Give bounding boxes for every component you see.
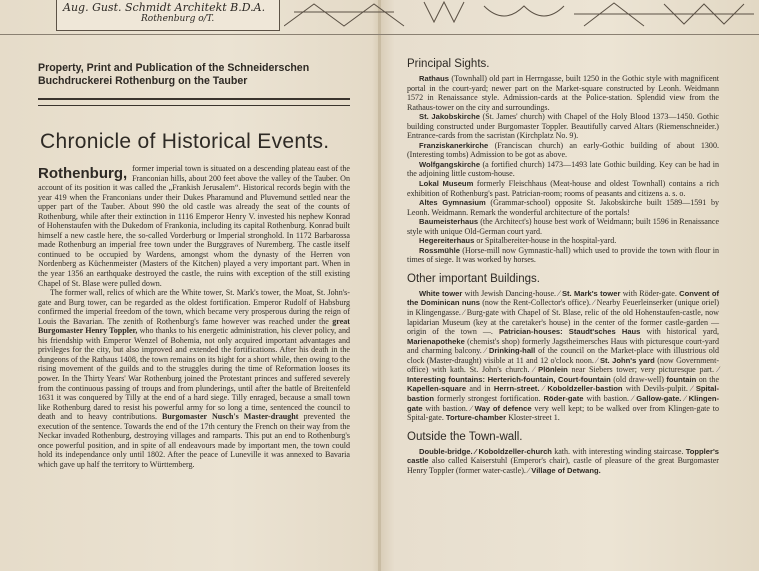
chronicle-column [38, 62, 350, 470]
sights-column [407, 58, 719, 475]
outside-text: also called Kaiserstuhl (Emperor's chair), castle of pleasure of the great Burgomaster Henry Toppler (former water-castle). ⁄ [407, 456, 719, 475]
sight-wolfgangskirche [407, 160, 719, 179]
building-name: Torture-chamber [445, 413, 507, 423]
chronicle-text-2a: The former wall, relics of which are the White tower, St. Mark's tower, the Moat, St. John's-gate and Burg tower, can be regarded as the oldest fortification. Emperor Rudolf of Habsburg confirmed the imperial freedom of the town, which became very prosperous during the reign of Louis the Bavarian. The zenith of Rothenburg's fame however was reached under the [38, 288, 350, 326]
chronicle-paragraph-1 [38, 164, 350, 288]
ornament-drawing [284, 0, 754, 28]
sight-name: Lokal Museum [419, 179, 474, 189]
building-text: (old draw-well) [613, 374, 664, 384]
building-text: with Devils-pulpit. ⁄ [625, 384, 693, 394]
sight-text: (the Architect's) house best work of Weidmann; built 1596 in Renaissance style with unique Old-German court yard. [407, 217, 720, 236]
chronicle-text-2e: prevented the execution of the sentence. Towards the end of the 17th century the French on their way from the Neckar invaded Rothenburg, destroying villages and ramparts. This put an end to Rothenburg's once powerful position, and in spite of all endeavours made by important men, the town could hold its independance only until 1802. After the peace of Luneville it was annexed to Bavaria which gave up half the territory to Württemberg. [38, 412, 351, 469]
building-name: Plönlein [538, 365, 568, 375]
sight-name: Baumeisterhaus [419, 217, 479, 227]
building-text: (chemist's shop) formerly Jagstheimersches Haus with picturesque court-yard and charming balcony. ⁄ [407, 336, 720, 356]
building-text: formerly strongest fortification. [436, 393, 541, 403]
building-name: St. John's yard [599, 355, 655, 365]
outside-name: Toppler's castle [407, 446, 719, 466]
building-text: of the council on the Market-place with illustrious old clock (Master-draught) visible at 11 and 12 o'clock noon. ⁄ [407, 346, 719, 365]
sight-text: (Franciscan church) an early-Gothic building of about 1300. (Interesting tombs) Admission to be got as above. [407, 140, 719, 160]
sight-name: Hegereiterhaus [419, 236, 475, 246]
sight-franziskanerkirche [407, 141, 719, 160]
sight-text: (Townhall) old part in Herrngasse, built 1250 in the Gothic style with magnificent portal in the court-yard; newer part on the Market-square constructed by Leonh. Weidmann 1572 in Renaissance style. Admission-cards at the Police-station. Splendid view from the Rathaus-tower on the city and surroundings. [407, 74, 720, 112]
building-text: near Siebers tower; very picturesque part. ⁄ [571, 365, 720, 375]
building-name: Koboldzeller-bastion [547, 384, 623, 394]
sight-altes-gymnasium [407, 198, 719, 217]
building-name: Marienapotheke [407, 336, 465, 346]
chronicle-text-1: former imperial town is situated on a descending plateau east of the Franconian hills, about 200 feet above the valley of the Tauber. On account of its position it was called the „Frankish Jerusalem“. Historical records begin with the year 419 when the Franconians under their Dukes Pharamund and Pluvemund settled near the upper part of the Tauber. About 990 the old castle was already the seat of the counts of Rothenburg, while after their extinction in 1116 Emperor Henry V. invested his nephew Konrad of Hohenstaufen with the Dukedom of Frankonia, including its capital Rothenburg. Konrad built himself a new castle here, the so-called Vorderburg or Imperial stronghold. In 1172 Barbarossa made Rothenburg an imperial free town under the Burggraves of Nuremberg. The castle itself continued to be occupied by Wardens, amongst whom the dynasty of the Herren von Nordenberg as Küchenmeister (Masters of the Kitchen) played a very important part. When in the year 1356 an earthquake destroyed the castle, the ruins with exception of the still existing Chapel of St. Blase were pulled down. [38, 164, 350, 288]
sight-text: or Spitalbereiter-house in the hospital-yard. [476, 236, 617, 246]
building-name: fountain [666, 374, 697, 384]
lead-word: Rothenburg, [38, 165, 128, 182]
building-text: ⁄ [542, 384, 545, 394]
building-text: with bastion. ⁄ [425, 403, 472, 413]
sight-text: (Grammar-school) opposite St. Jakobskirche built 1589—1591 by Leonh. Weidmann. Remark the wonderful architecture of the portals! [407, 198, 719, 217]
building-name: White tower [419, 288, 463, 298]
outside-wall-paragraph [407, 447, 719, 476]
building-text: ⁄ [684, 393, 686, 403]
outside-wall-heading: Outside the Town-wall. [407, 430, 523, 443]
building-text: with bastion. ⁄ [586, 393, 634, 403]
chronicle-title: Chronicle of Historical Events. [40, 130, 330, 153]
toppler-name: great Burgomaster Henry Toppler, [38, 316, 350, 336]
building-text: with historical yard, [646, 327, 720, 337]
building-text: (now Government-office) with kath. St. John's church. ⁄ [407, 355, 719, 375]
building-text: on the [698, 374, 720, 384]
double-rule [38, 98, 350, 106]
master-draught: Burgomaster Nusch's Master-draught [161, 412, 299, 422]
top-illustration-band [0, 0, 759, 35]
sight-name: Franziskanerkirche [419, 140, 489, 150]
outside-text: kath. with interesting winding staircase. [554, 446, 684, 456]
sight-baumeisterhaus [407, 217, 719, 236]
other-buildings-paragraph [407, 289, 719, 423]
sight-name: St. Jakobskirche [419, 112, 480, 122]
outside-name: Village of Detwang. [531, 465, 601, 475]
building-name: Interesting fountains: Herterich-fountain, Court-fountain [407, 374, 611, 384]
sight-text: (St. James' church) with Chapel of the Holy Blood 1373—1450. Gothic building constructed under Burgomaster Toppler. Beautifully carved Altars (Riemenschneider.) Entrance-cards from the sacristan (Kirchplatz No. 9). [407, 112, 720, 141]
chronicle-paragraph-2 [38, 288, 350, 469]
building-name: Way of defence [474, 403, 532, 413]
building-name: Convent of the Dominican nuns [407, 288, 720, 308]
sight-text: (Horse-mill now Gymnastic-hall) which used to provide the town with flour in times of siege. It was worked by horses. [407, 245, 719, 265]
sight-rathaus [407, 74, 719, 112]
building-text: Kloster-street 1. [508, 413, 560, 423]
stamp-line-1: Aug. Gust. Schmidt Architekt B.D.A. [63, 1, 266, 14]
center-fold [378, 0, 381, 571]
building-text: very well kept; to be walked over from Klingen-gate to Spital-gate. [407, 403, 719, 423]
building-text: and in [469, 384, 491, 394]
sight-name: Wolfgangskirche [419, 159, 481, 169]
other-buildings-heading: Other important Buildings. [407, 272, 540, 285]
building-name: Herrn-street. [493, 384, 540, 394]
building-name: Gallow-gate. [636, 393, 682, 403]
building-name: Patrician-houses: Staudt'sches Haus [498, 327, 641, 337]
building-name: Kapellen-square [407, 384, 467, 394]
building-name: Drinking-hall [488, 346, 536, 356]
architect-stamp [56, 0, 280, 31]
stamp-line-2: Rothenburg o/T. [141, 14, 215, 24]
building-name: St. Mark's tower [561, 288, 621, 298]
building-text: (now the Rent-Collector's office). ⁄ Nearby Feuerleinserker (unique oriel) in Klingengasse. ⁄ Burg-gate with Chapel of St. Blase, relic of the old Hohenstaufen-castle, now lapidarian Museum (key at the caretaker's house) in the center of the former castle-garden — origin of the town —. [407, 298, 720, 337]
sight-name: Rossmühle [419, 245, 460, 255]
sight-text: (a fortified church) 1473—1493 late Gothic building. Key can be had in the adjoining little custom-house. [407, 159, 720, 179]
publisher-heading: Property, Print and Publication of the Schneiderschen Buchdruckerei Rothenburg on the Tauber [38, 62, 310, 87]
sight-text: formerly Fleischhaus (Meat-house and oldest Townhall) contains a rich exhibition of Rothenburg's past. Patrician-room; rooms of peasants and citizens a. s. o. [407, 179, 719, 198]
sight-jakobskirche [407, 112, 719, 141]
sight-rossmuehle [407, 246, 719, 265]
sight-name: Altes Gymnasium [419, 198, 486, 208]
building-text: with Jewish Dancing-house. ⁄ [464, 288, 560, 298]
building-name: Klingen-gate [407, 393, 720, 413]
principal-sights-heading: Principal Sights. [407, 58, 490, 70]
building-name: Röder-gate [543, 393, 584, 403]
sight-lokal-museum [407, 179, 719, 198]
building-text: with Röder-gate. [622, 288, 677, 298]
building-name: Spital-bastion [407, 384, 720, 403]
sight-name: Rathaus [419, 74, 449, 83]
sight-hegereiterhaus [407, 236, 719, 246]
outside-name: Double-bridge. ⁄ Koboldzeller-church [419, 446, 552, 456]
chronicle-text-2c: who thanks to his energetic administration, his clever policy, and his friendship with Emperor Wenzel of Bohemia, not only acquired important advantages and privileges for the city, but also improved and extended the fortifications. After his death in the dungeons of the Rathaus 1408, the town remains on its hight for a short while, then owing to the rising movement of the guilds and to the struggles during the time of Reformation looses its power. In the Thirty Years' War Rothenburg joined the Protestant princes and suffered severely from the continuous passing of troups and from plunderings, until after the battle of Breitenfeld 1631 it was conquered by Tilly at the end of a hard siege. Tilly enraged, because a small town like Rothenburg dared to resist his powerful army for so long a time, sentenced the council to death and to heavy contributions. [38, 326, 350, 422]
